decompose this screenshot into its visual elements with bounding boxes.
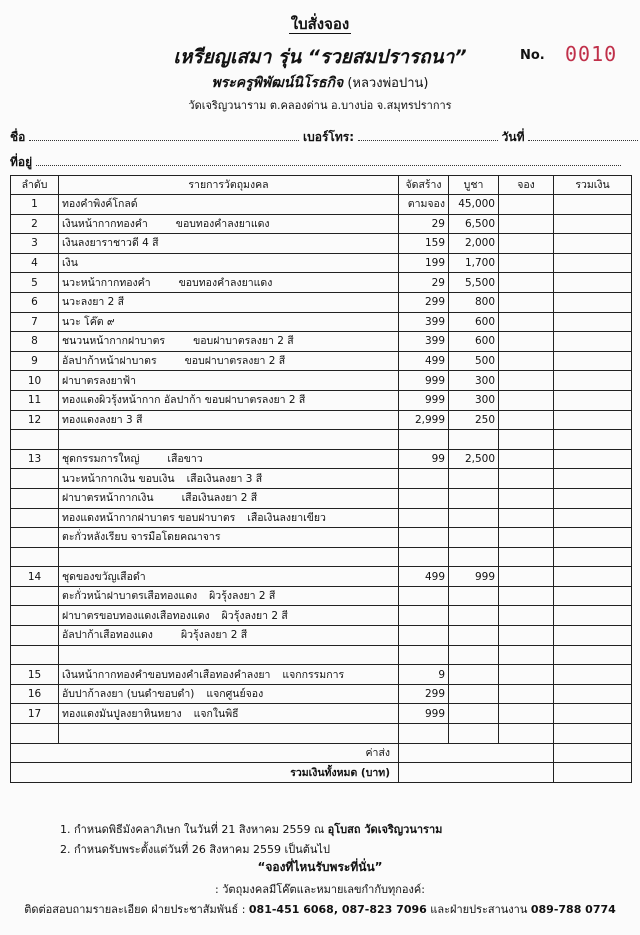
- code-footnote: : วัตถุมงคลมีโค๊ตและหมายเลขกำกับทุกองค์:: [215, 883, 425, 896]
- row-item: [59, 528, 399, 548]
- row-reserve-cell[interactable]: [499, 488, 554, 508]
- row-quantity: 999: [399, 390, 449, 410]
- note-ceremony-text: 1. กำหนดพิธีมังคลาภิเษก ในวันที่ 21 สิงหาคม 2559 ณ: [60, 823, 328, 836]
- row-reserve-cell[interactable]: [499, 214, 554, 234]
- row-reserve-cell[interactable]: [499, 684, 554, 704]
- row-item-name: ฝาบาตรขอบทองแดงเสือทองแดง: [62, 609, 210, 622]
- row-total-cell[interactable]: [554, 567, 632, 587]
- row-item-name: เงิน: [62, 257, 78, 270]
- form-title: ใบสั่งจอง: [290, 15, 350, 33]
- row-item: [59, 410, 399, 430]
- row-item-detail: ขอบฝาบาตรลงยา 2 สี: [184, 355, 286, 368]
- row-reserve-cell[interactable]: [499, 508, 554, 528]
- row-item-detail: เสือเงินลงยา 2 สี: [181, 492, 258, 505]
- phone-field[interactable]: [358, 130, 498, 141]
- row-item: [59, 508, 399, 528]
- row-number: [11, 724, 59, 744]
- row-price: [449, 508, 499, 528]
- row-quantity: 29: [399, 273, 449, 293]
- row-quantity: 399: [399, 332, 449, 352]
- row-item: [59, 253, 399, 273]
- row-price: [449, 645, 499, 665]
- date-label: วันที่: [501, 130, 525, 144]
- row-item-name: นวะลงยา 2 สี: [62, 296, 125, 309]
- row-total-cell[interactable]: [554, 332, 632, 352]
- row-reserve-cell[interactable]: [499, 292, 554, 312]
- row-item: [59, 586, 399, 606]
- row-item-name: เงินหน้ากากทองคำ: [62, 217, 148, 230]
- row-total-cell[interactable]: [554, 704, 632, 724]
- row-number: 3: [11, 234, 59, 254]
- table-row: [11, 704, 632, 724]
- row-item-name: ชุดของขวัญเสือดำ: [62, 570, 146, 583]
- row-price: [449, 665, 499, 685]
- row-item: [59, 626, 399, 646]
- row-item: [59, 234, 399, 254]
- header-price: บูชา: [449, 176, 499, 195]
- row-item-detail: ขอบฝาบาตรลงยา 2 สี: [193, 335, 294, 348]
- row-number: 9: [11, 351, 59, 371]
- notes-block: [60, 820, 442, 860]
- row-quantity: [399, 586, 449, 606]
- row-price: 2,500: [449, 449, 499, 469]
- row-quantity: 159: [399, 234, 449, 254]
- row-price: [449, 547, 499, 567]
- grand-total-label: รวมเงินทั้งหมด (บาท): [11, 763, 399, 783]
- customer-info-line: [10, 128, 638, 147]
- row-item: [59, 332, 399, 352]
- row-item-name: เงินลงยาราชาวดี 4 สี: [62, 237, 159, 250]
- row-number: 15: [11, 665, 59, 685]
- row-number: 16: [11, 684, 59, 704]
- row-quantity: ตามจอง: [399, 195, 449, 215]
- contact-prefix: ติดต่อสอบถามรายละเอียด ฝ่ายประชาสัมพันธ์ :: [24, 903, 249, 916]
- row-quantity: [399, 724, 449, 744]
- row-item-name: ทองแดงลงยา 3 สี: [62, 413, 143, 426]
- row-item: [59, 351, 399, 371]
- row-total-cell[interactable]: [554, 371, 632, 391]
- row-reserve-cell[interactable]: [499, 469, 554, 489]
- row-total-cell[interactable]: [554, 195, 632, 215]
- row-reserve-cell[interactable]: [499, 371, 554, 391]
- row-number: [11, 606, 59, 626]
- row-number: 6: [11, 292, 59, 312]
- table-row: [11, 214, 632, 234]
- table-header-row: [11, 176, 632, 195]
- row-price: [449, 704, 499, 724]
- note-ceremony: [60, 820, 442, 840]
- row-number: 17: [11, 704, 59, 724]
- row-quantity: [399, 488, 449, 508]
- row-price: [449, 488, 499, 508]
- row-item-detail: เสือขาว: [167, 453, 203, 466]
- row-reserve-cell[interactable]: [499, 586, 554, 606]
- row-number: [11, 626, 59, 646]
- row-reserve-cell[interactable]: [499, 195, 554, 215]
- number-value: 0010: [565, 42, 618, 66]
- row-item-detail: ผิวรุ้งลงยา 2 สี: [180, 629, 248, 642]
- table-row: [11, 430, 632, 450]
- row-item-name: ชนวนหน้ากากฝาบาตร: [62, 335, 166, 348]
- name-label: ชื่อ: [10, 130, 26, 144]
- note-pickup: 2. กำหนดรับพระตั้งแต่วันที่ 26 สิงหาคม 2559 เป็นต้นไป: [60, 843, 330, 856]
- row-number: 7: [11, 312, 59, 332]
- row-total-cell[interactable]: [554, 214, 632, 234]
- row-item-name: อับปาก้าลงยา (บนดำขอบดำ): [62, 688, 195, 701]
- row-reserve-cell[interactable]: [499, 645, 554, 665]
- row-number: 11: [11, 390, 59, 410]
- address-line: [10, 153, 621, 172]
- row-item: [59, 195, 399, 215]
- row-reserve-cell[interactable]: [499, 567, 554, 587]
- row-price: [449, 469, 499, 489]
- row-reserve-cell[interactable]: [499, 332, 554, 352]
- row-number: 14: [11, 567, 59, 587]
- row-item: [59, 488, 399, 508]
- row-number: [11, 528, 59, 548]
- row-reserve-cell[interactable]: [499, 665, 554, 685]
- row-total-cell[interactable]: [554, 449, 632, 469]
- row-quantity: [399, 528, 449, 548]
- monk-name: พระครูพิพัฒน์นิโรธกิจ: [211, 75, 344, 91]
- number-label: No.: [520, 48, 545, 63]
- row-quantity: 2,999: [399, 410, 449, 430]
- header-qty: จัดสร้าง: [399, 176, 449, 195]
- row-price: 300: [449, 390, 499, 410]
- header-no: ลำดับ: [11, 176, 59, 195]
- row-quantity: 9: [399, 665, 449, 685]
- row-quantity: [399, 469, 449, 489]
- row-price: [449, 586, 499, 606]
- row-quantity: 499: [399, 567, 449, 587]
- row-total-cell[interactable]: [554, 684, 632, 704]
- row-total-cell[interactable]: [554, 606, 632, 626]
- table-row: [11, 645, 632, 665]
- row-item-name: เงินหน้ากากทองคำขอบทองคำเสือทองคำลงยา: [62, 668, 271, 681]
- row-item: [59, 292, 399, 312]
- row-total-cell[interactable]: [554, 430, 632, 450]
- row-total-cell[interactable]: [554, 547, 632, 567]
- row-price: 5,500: [449, 273, 499, 293]
- row-total-cell[interactable]: [554, 390, 632, 410]
- row-item: [59, 312, 399, 332]
- header-total: รวมเงิน: [554, 176, 632, 195]
- row-item-detail: ผิวรุ้งลงยา 2 สี: [221, 609, 288, 622]
- row-number: 10: [11, 371, 59, 391]
- row-price: 500: [449, 351, 499, 371]
- row-price: 2,000: [449, 234, 499, 254]
- row-total-cell[interactable]: [554, 724, 632, 744]
- monk-alias: (หลวงพ่อปาน): [347, 76, 429, 91]
- row-item-name: ฝาบาตรลงยาฟ้า: [62, 374, 137, 387]
- row-number: [11, 488, 59, 508]
- row-item: [59, 567, 399, 587]
- row-number: [11, 508, 59, 528]
- row-item: [59, 665, 399, 685]
- shipping-amount-cell[interactable]: [554, 743, 632, 763]
- row-item-name: ทองคำพิงค์โกลด์: [62, 198, 138, 211]
- row-reserve-cell[interactable]: [499, 273, 554, 293]
- row-total-cell[interactable]: [554, 410, 632, 430]
- row-reserve-cell[interactable]: [499, 390, 554, 410]
- row-quantity: [399, 547, 449, 567]
- table-row: [11, 488, 632, 508]
- row-item: [59, 684, 399, 704]
- row-item-name: ทองแดงหน้ากากฝาบาตร ขอบฝาบาตร: [62, 511, 236, 524]
- row-price: 600: [449, 332, 499, 352]
- row-reserve-cell[interactable]: [499, 704, 554, 724]
- row-number: 8: [11, 332, 59, 352]
- row-item-name: ทองแดงมันปูลงยาหินหยาง: [62, 707, 182, 720]
- amulet-headline: เหรียญเสมา รุ่น “รวยสมปรารถนา”: [173, 46, 467, 68]
- row-quantity: [399, 606, 449, 626]
- row-reserve-cell[interactable]: [499, 528, 554, 548]
- name-field[interactable]: [29, 130, 299, 141]
- row-number: 4: [11, 253, 59, 273]
- table-row: [11, 547, 632, 567]
- row-number: [11, 645, 59, 665]
- row-item-detail: แจกในพิธี: [193, 707, 239, 720]
- row-quantity: 999: [399, 704, 449, 724]
- table-row: [11, 351, 632, 371]
- row-reserve-cell[interactable]: [499, 351, 554, 371]
- table-row: [11, 469, 632, 489]
- row-number: [11, 586, 59, 606]
- row-total-cell[interactable]: [554, 645, 632, 665]
- row-number: 2: [11, 214, 59, 234]
- row-item-name: นวะ โค๊ต ๙: [62, 315, 115, 328]
- table-row: [11, 332, 632, 352]
- contact-coord-phone: 089-788 0774: [530, 903, 616, 916]
- row-item: [59, 430, 399, 450]
- row-item-name: ตะกั่วหน้าฝาบาตรเสือทองแดง: [62, 590, 198, 603]
- row-reserve-cell[interactable]: [499, 234, 554, 254]
- row-item-name: ฝาบาตรหน้ากากเงิน: [62, 492, 154, 505]
- phone-label: เบอร์โทร:: [303, 130, 354, 144]
- row-total-cell[interactable]: [554, 469, 632, 489]
- header-item: รายการวัตถุมงคล: [59, 176, 399, 195]
- order-table: [10, 175, 632, 783]
- row-price: 999: [449, 567, 499, 587]
- row-item-detail: ขอบทองคำลงยาแดง: [175, 217, 270, 230]
- row-number: [11, 547, 59, 567]
- row-item: [59, 704, 399, 724]
- row-quantity: [399, 508, 449, 528]
- row-item: [59, 371, 399, 391]
- row-item-detail: ผิวรุ้งลงยา 2 สี: [209, 590, 276, 603]
- row-price: 300: [449, 371, 499, 391]
- row-price: 1,700: [449, 253, 499, 273]
- row-quantity: 299: [399, 292, 449, 312]
- row-item-name: นวะหน้ากากเงิน ขอบเงิน: [62, 472, 175, 485]
- row-quantity: [399, 645, 449, 665]
- contact-pr-phone: 081-451 6068, 087-823 7096: [248, 903, 427, 916]
- contact-line: [0, 900, 640, 918]
- row-reserve-cell[interactable]: [499, 312, 554, 332]
- row-quantity: [399, 626, 449, 646]
- row-price: 250: [449, 410, 499, 430]
- row-reserve-cell[interactable]: [499, 547, 554, 567]
- row-item-name: ตะกั่วหลังเรียบ จารมือโดยคณาจาร: [62, 531, 221, 544]
- table-row: [11, 195, 632, 215]
- row-total-cell[interactable]: [554, 253, 632, 273]
- row-total-cell[interactable]: [554, 312, 632, 332]
- slogan: “จองที่ไหนรับพระที่นั่น”: [257, 860, 383, 874]
- row-reserve-cell[interactable]: [499, 626, 554, 646]
- shipping-label: ค่าส่ง: [11, 743, 399, 763]
- row-quantity: 399: [399, 312, 449, 332]
- row-item: [59, 724, 399, 744]
- table-row: [11, 528, 632, 548]
- row-price: [449, 606, 499, 626]
- row-item: [59, 449, 399, 469]
- row-total-cell[interactable]: [554, 292, 632, 312]
- contact-mid: และฝ่ายประสานงาน: [426, 903, 531, 916]
- row-price: 45,000: [449, 195, 499, 215]
- shipping-spacer: [399, 743, 554, 763]
- row-reserve-cell[interactable]: [499, 449, 554, 469]
- row-quantity: 299: [399, 684, 449, 704]
- row-item: [59, 645, 399, 665]
- row-total-cell[interactable]: [554, 586, 632, 606]
- monk-line: [0, 72, 640, 94]
- grand-total-spacer: [399, 763, 554, 783]
- row-price: [449, 626, 499, 646]
- row-number: 12: [11, 410, 59, 430]
- row-total-cell[interactable]: [554, 626, 632, 646]
- grand-total-row: [11, 763, 632, 783]
- row-item: [59, 469, 399, 489]
- row-number: [11, 469, 59, 489]
- row-quantity: 99: [399, 449, 449, 469]
- row-total-cell[interactable]: [554, 488, 632, 508]
- row-item-name: ทองแดงผิวรุ้งหน้ากาก อัลปาก้า ขอบฝาบาตรลงยา 2 สี: [62, 394, 306, 407]
- row-price: [449, 430, 499, 450]
- row-item: [59, 390, 399, 410]
- row-price: 800: [449, 292, 499, 312]
- row-item: [59, 606, 399, 626]
- row-quantity: 199: [399, 253, 449, 273]
- row-price: 6,500: [449, 214, 499, 234]
- header-reserve: จอง: [499, 176, 554, 195]
- row-quantity: 29: [399, 214, 449, 234]
- row-price: [449, 724, 499, 744]
- row-total-cell[interactable]: [554, 351, 632, 371]
- date-field[interactable]: [528, 130, 638, 141]
- row-item-name: อัลปาก้าเสือทองแดง: [62, 629, 153, 642]
- table-row: [11, 390, 632, 410]
- temple-address: วัดเจริญวนาราม ต.คลองด่าน อ.บางบ่อ จ.สมุทรปราการ: [188, 99, 452, 112]
- row-item-detail: เสือเงินลงยา 3 สี: [186, 472, 263, 485]
- table-row: [11, 371, 632, 391]
- grand-total-amount-cell[interactable]: [554, 763, 632, 783]
- row-reserve-cell[interactable]: [499, 253, 554, 273]
- table-row: [11, 606, 632, 626]
- table-row: [11, 410, 632, 430]
- row-price: [449, 528, 499, 548]
- row-reserve-cell[interactable]: [499, 430, 554, 450]
- row-number: 5: [11, 273, 59, 293]
- table-row: [11, 449, 632, 469]
- row-item-name: นวะหน้ากากทองคำ: [62, 276, 151, 289]
- row-item: [59, 273, 399, 293]
- table-row: [11, 273, 632, 293]
- table-row: [11, 567, 632, 587]
- row-item-detail: ขอบทองคำลงยาแดง: [178, 276, 273, 289]
- row-quantity: 499: [399, 351, 449, 371]
- row-item: [59, 547, 399, 567]
- row-price: [449, 684, 499, 704]
- table-row: [11, 665, 632, 685]
- row-item: [59, 214, 399, 234]
- address-field[interactable]: [36, 155, 621, 166]
- row-number: 13: [11, 449, 59, 469]
- address-label: ที่อยู่: [10, 155, 33, 169]
- row-reserve-cell[interactable]: [499, 724, 554, 744]
- shipping-row: [11, 743, 632, 763]
- table-row: [11, 586, 632, 606]
- row-price: 600: [449, 312, 499, 332]
- row-reserve-cell[interactable]: [499, 410, 554, 430]
- row-total-cell[interactable]: [554, 665, 632, 685]
- row-reserve-cell[interactable]: [499, 606, 554, 626]
- row-item-detail: เสือเงินลงยาเขียว: [247, 511, 326, 524]
- table-row: [11, 626, 632, 646]
- table-row: [11, 292, 632, 312]
- table-row: [11, 684, 632, 704]
- note-ceremony-venue: อุโบสถ วัดเจริญวนาราม: [327, 823, 443, 836]
- row-quantity: 999: [399, 371, 449, 391]
- row-item-detail: แจกศูนย์จอง: [206, 688, 264, 701]
- row-item-detail: แจกกรรมการ: [282, 668, 345, 681]
- table-row: [11, 234, 632, 254]
- row-number: 1: [11, 195, 59, 215]
- table-row: [11, 508, 632, 528]
- row-total-cell[interactable]: [554, 508, 632, 528]
- row-item-name: อัลปาก้าหน้าฝาบาตร: [62, 355, 157, 368]
- row-total-cell[interactable]: [554, 528, 632, 548]
- row-number: [11, 430, 59, 450]
- row-total-cell[interactable]: [554, 234, 632, 254]
- table-row: [11, 724, 632, 744]
- row-item-name: ชุดกรรมการใหญ่: [62, 453, 140, 466]
- row-quantity: [399, 430, 449, 450]
- table-row: [11, 253, 632, 273]
- table-row: [11, 312, 632, 332]
- row-total-cell[interactable]: [554, 273, 632, 293]
